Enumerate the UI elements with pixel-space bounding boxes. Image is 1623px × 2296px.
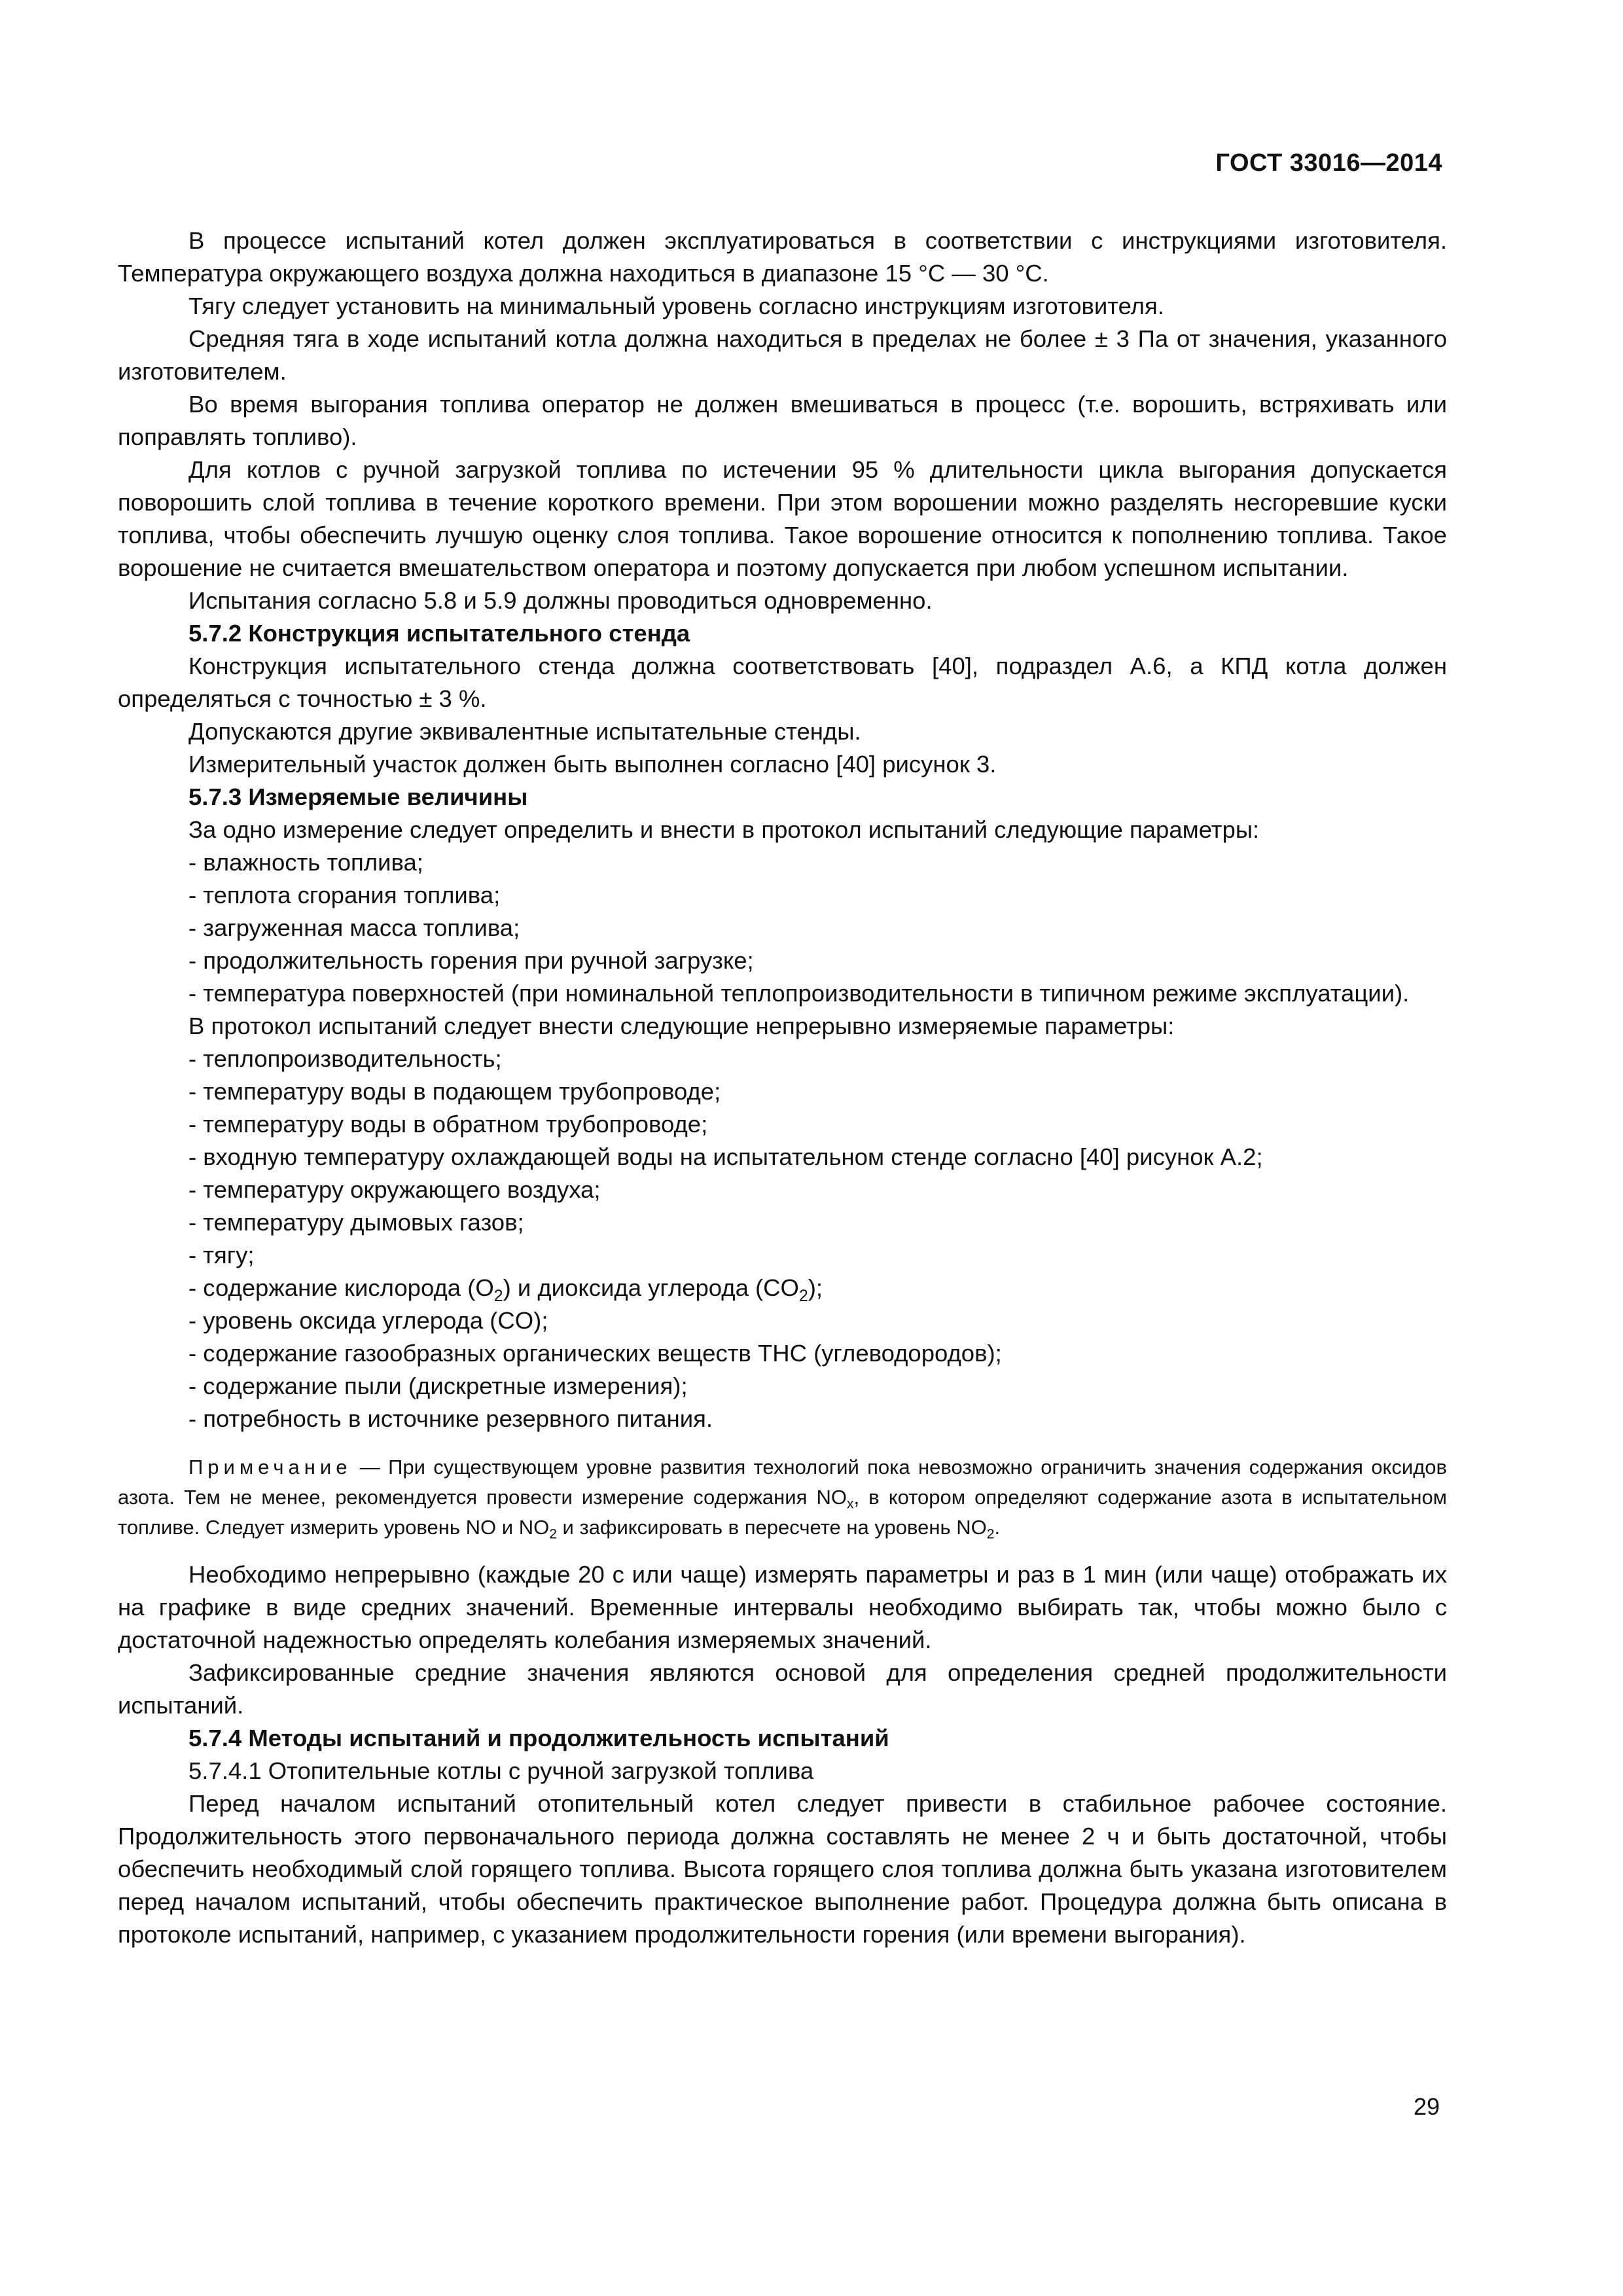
section-heading-5-7-4: 5.7.4 Методы испытаний и продолжительность испытаний [188, 1725, 889, 1751]
paragraph: За одно измерение следует определить и внести в протокол испытаний следующие параметры: [188, 816, 1260, 843]
list-item: - теплопроизводительность; [188, 1045, 502, 1072]
list-item: - теплота сгорания топлива; [188, 882, 501, 908]
paragraph: В процессе испытаний котел должен эксплуатироваться в соответствии с инструкциями изготовителя. Температура окружающего воздуха должна находиться в диапазоне 15 °С — 30 °С. [118, 227, 1447, 287]
list-item: - входную температуру охлаждающей воды на испытательном стенде согласно [40] рисунок А.2; [188, 1143, 1263, 1170]
paragraph: Средняя тяга в ходе испытаний котла должна находиться в пределах не более ± 3 Па от значения, указанного изготовителем. [118, 325, 1447, 385]
subscript: 2 [798, 1287, 808, 1305]
subscript: x [846, 1496, 854, 1512]
paragraph: Измерительный участок должен быть выполнен согласно [40] рисунок 3. [188, 751, 997, 778]
list-item: - содержание газообразных органических веществ ТНС (углеводородов); [188, 1340, 1002, 1367]
list-item: - потребность в источнике резервного питания. [188, 1405, 713, 1432]
paragraph: Во время выгорания топлива оператор не должен вмешиваться в процесс (т.е. ворошить, встряхивать или поправлять топливо). [118, 391, 1447, 450]
note-label: Примечание [188, 1456, 352, 1479]
list-item: - температуру воды в обратном трубопроводе; [188, 1111, 708, 1138]
list-item: - влажность топлива; [188, 849, 423, 876]
note-text: . [994, 1516, 1001, 1539]
list-item: - температура поверхностей (при номинальной теплопроизводительности в типичном режиме эксплуатации). [188, 980, 1410, 1007]
section-heading-5-7-3: 5.7.3 Измеряемые величины [188, 783, 528, 810]
subscript: 2 [493, 1287, 503, 1305]
list-item: - температуру воды в подающем трубопроводе; [188, 1078, 721, 1105]
paragraph: Необходимо непрерывно (каждые 20 с или чаще) измерять параметры и раз в 1 мин (или чаще) отображать их на графике в виде средних значений. Временные интервалы необходимо выбирать так, чтобы можно было с достаточной надежностью определять колебания измеряемых значений. [118, 1561, 1447, 1653]
section-heading-5-7-2: 5.7.2 Конструкция испытательного стенда [188, 620, 690, 647]
note-text: и зафиксировать в пересчете на уровень NO [556, 1516, 987, 1539]
list-item: - загруженная масса топлива; [188, 914, 520, 941]
oxygen-text-c: ); [808, 1274, 823, 1301]
list-item: - температуру дымовых газов; [188, 1209, 524, 1236]
subsection-title-5-7-4-1: 5.7.4.1 Отопительные котлы с ручной загрузкой топлива [188, 1757, 814, 1784]
list-item: - уровень оксида углерода (CO); [188, 1307, 548, 1334]
page-number: 29 [1413, 2093, 1440, 2120]
oxygen-text-b: ) и диоксида углерода (CO [503, 1274, 799, 1301]
note-text: , в котором определяют содержание азота в испытательном топливе. Следует измерить уровень NO и NO [118, 1486, 1447, 1539]
paragraph: Допускаются другие эквивалентные испытательные стенды. [188, 718, 861, 745]
paragraph: Конструкция испытательного стенда должна соответствовать [40], подраздел А.6, а КПД котла должен определяться с точностью ± 3 %. [118, 653, 1447, 712]
paragraph: Зафиксированные средние значения являются основой для определения средней продолжительности испытаний. [118, 1659, 1447, 1719]
list-item: - продолжительность горения при ручной загрузке; [188, 947, 754, 974]
list-item: - тягу; [188, 1242, 255, 1268]
list-item: - содержание пыли (дискретные измерения); [188, 1372, 688, 1399]
paragraph: Испытания согласно 5.8 и 5.9 должны проводиться одновременно. [188, 587, 933, 614]
measured-parameters-list [118, 846, 1447, 1010]
paragraph: В протокол испытаний следует внести следующие непрерывно измеряемые параметры: [188, 1013, 1175, 1039]
subscript: 2 [549, 1526, 557, 1542]
page-content [118, 224, 1447, 1951]
oxygen-text-a: - содержание кислорода (O [188, 1274, 494, 1301]
document-code-header: ГОСТ 33016—2014 [1215, 149, 1442, 177]
paragraph: Для котлов с ручной загрузкой топлива по истечении 95 % длительности цикла выгорания допускается поворошить слой топлива в течение короткого времени. При этом ворошении можно разделять несгоревшие куски топлива, чтобы обеспечить лучшую оценку слоя топлива. Такое ворошение относится к пополнению топлива. Такое ворошение не считается вмешательством оператора и поэтому допускается при любом успешном испытании. [118, 456, 1447, 581]
continuous-parameters-list [118, 1043, 1447, 1435]
note-block [118, 1452, 1447, 1543]
paragraph: Перед началом испытаний отопительный котел следует привести в стабильное рабочее состояние. Продолжительность этого первоначального периода должна составлять не менее 2 ч и быть достаточной, чтобы обеспечить необходимый слой горящего топлива. Высота горящего слоя топлива должна быть указана изготовителем перед началом испытаний, чтобы обеспечить практическое выполнение работ. Процедура должна быть описана в протоколе испытаний, например, с указанием продолжительности горения (или времени выгорания). [118, 1790, 1447, 1948]
list-item [118, 1272, 1447, 1304]
note-text: — При существующем уровне развития технологий пока невозможно ограничить значения содержания оксидов азота. Тем не менее, рекомендуется провести измерение содержания NO [118, 1456, 1447, 1509]
list-item: - температуру окружающего воздуха; [188, 1176, 601, 1203]
paragraph: Тягу следует установить на минимальный уровень согласно инструкциям изготовителя. [188, 293, 1164, 319]
subscript: 2 [986, 1526, 995, 1542]
